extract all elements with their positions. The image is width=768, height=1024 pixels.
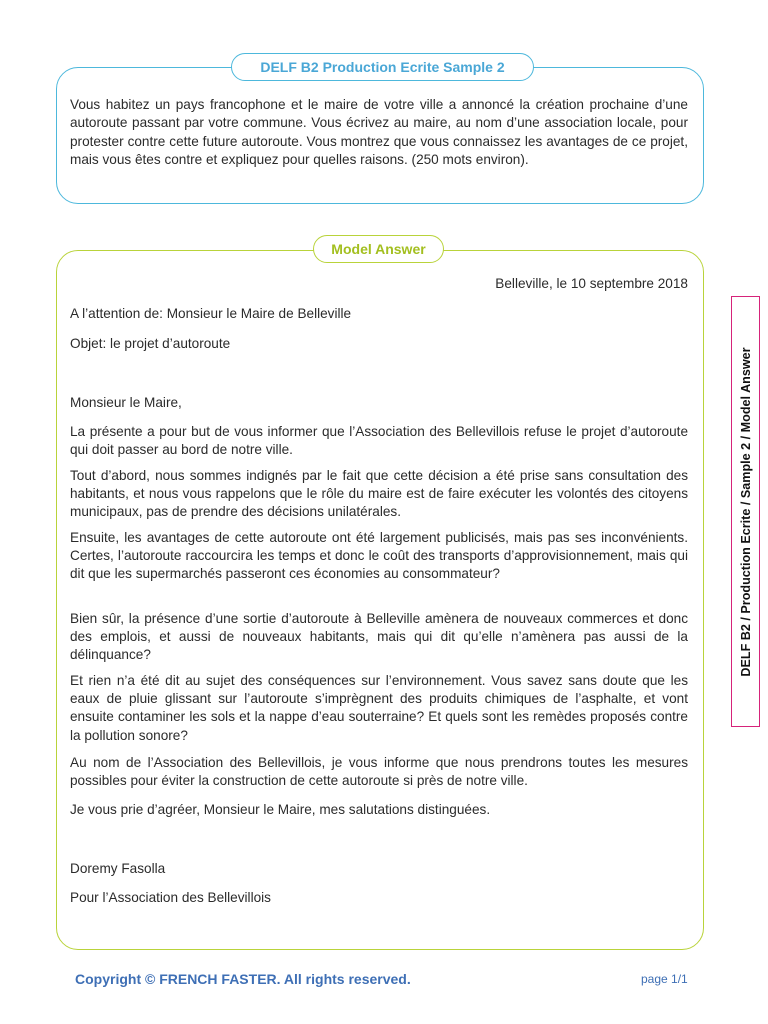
letter-subject: Objet: le projet d’autoroute: [70, 336, 231, 351]
side-tab: [731, 296, 760, 727]
letter-attention: A l’attention de: Monsieur le Maire de Belleville: [70, 306, 352, 321]
answer-box: [56, 250, 704, 950]
letter-paragraph-1: La présente a pour but de vous informer que l’Association des Bellevillois refuse le projet d’autoroute qui doit passer au bord de notre ville.: [70, 424, 688, 458]
letter-paragraph-3: Ensuite, les avantages de cette autoroute ont été largement publicisés, mais pas ses inconvénients. Certes, l’autoroute raccourcira les temps et donc le coût des transports d’approvisionnement, mais qui dit que les supermarchés passeront ces économies au consommateur?: [70, 530, 688, 582]
letter-paragraph-2: Tout d’abord, nous sommes indignés par le fait que cette décision a été prise sans consultation des habitants, et nous vous rappelons que le rôle du maire est de faire exécuter les volontés des citoyens municipaux, pas de prendre des décisions unilatérales.: [70, 468, 688, 520]
prompt-text: Vous habitez un pays francophone et le maire de votre ville a annoncé la création prochaine d’une autoroute passant par votre commune. Vous écrivez au maire, au nom d’une association locale, pour protester contre cette future autoroute. Vous montrez que vous connaissez les avantages de ce projet, mais vous êtes contre et expliquez pour quelles raisons. (250 mots environ).: [70, 97, 688, 167]
letter-paragraph-4: Bien sûr, la présence d’une sortie d’autoroute à Belleville amènera de nouveaux commerces et donc des emplois, et aussi de nouveaux habitants, mais qui dit qu’elle n’amènera pas aussi de la délinquance?: [70, 611, 688, 663]
letter-date: Belleville, le 10 septembre 2018: [495, 276, 688, 291]
signature-name: Doremy Fasolla: [70, 861, 166, 876]
prompt-title: DELF B2 Production Ecrite Sample 2: [231, 53, 534, 81]
answer-title: Model Answer: [313, 235, 444, 263]
letter-salutation: Monsieur le Maire,: [70, 395, 182, 410]
letter-paragraph-5: Et rien n’a été dit au sujet des conséquences sur l’environnement. Vous savez sans doute que les eaux de pluie glissant sur l’autoroute s’imprègnent des produits chimiques de l’asphalte, et vont ensuite contaminer les sols et la nappe d’eau souterraine? Et quels sont les remèdes proposés contre la pollution sonore?: [70, 673, 688, 743]
side-tab-label: DELF B2 / Production Ecrite / Sample 2 / Model Answer: [738, 346, 753, 677]
letter-paragraph-6: Au nom de l’Association des Bellevillois, je vous informe que nous prendrons toutes les mesures possibles pour éviter la construction de cette autoroute si près de notre ville.: [70, 755, 688, 789]
copyright: Copyright © FRENCH FASTER. All rights reserved.: [75, 971, 411, 987]
signature-org: Pour l’Association des Bellevillois: [70, 890, 271, 905]
page-number: page 1/1: [641, 972, 688, 986]
letter-closing: Je vous prie d’agréer, Monsieur le Maire, mes salutations distinguées.: [70, 802, 491, 817]
